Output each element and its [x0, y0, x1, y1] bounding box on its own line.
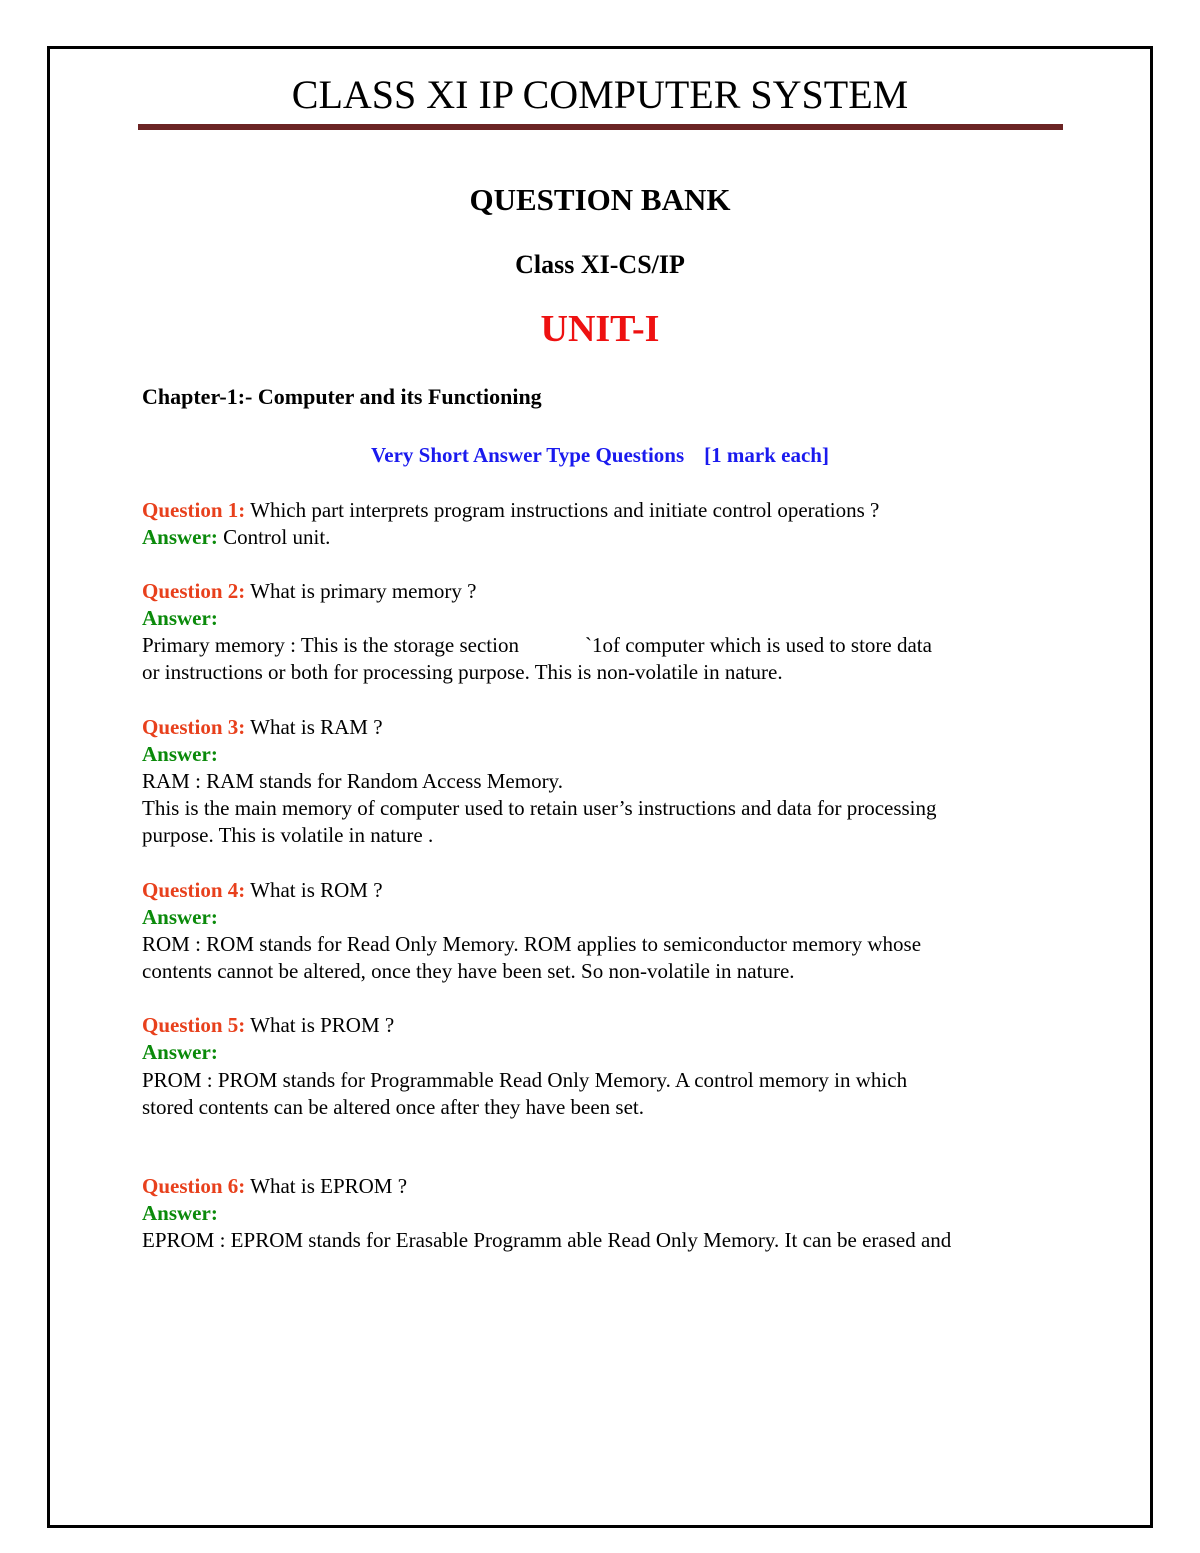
section-heading: [0, 441, 1200, 469]
question-text: What is primary memory ?: [245, 579, 477, 603]
answer-label-line: [142, 904, 218, 931]
answer-text: `1of computer which is used to store data: [584, 633, 932, 657]
answer-label: Answer:: [142, 1040, 218, 1064]
section-type: Very Short Answer Type Questions: [371, 443, 685, 467]
answer-line: contents cannot be altered, once they have been set. So non-volatile in nature.: [142, 959, 795, 983]
question-label: Question 5:: [142, 1013, 246, 1037]
answer-line: [142, 632, 932, 659]
class-heading: Class XI-CS/IP: [515, 250, 685, 279]
question-4: [142, 877, 383, 904]
question-label: Question 6:: [142, 1174, 246, 1198]
question-label: Question 2:: [142, 579, 246, 603]
title-underline: [138, 124, 1063, 130]
question-text: What is PROM ?: [245, 1013, 395, 1037]
answer-line: EPROM : EPROM stands for Erasable Programm able Read Only Memory. It can be erased and: [142, 1228, 952, 1252]
answer-line: stored contents can be altered once after they have been set.: [142, 1095, 645, 1119]
unit-heading: UNIT-I: [540, 308, 660, 350]
question-bank-heading: QUESTION BANK: [469, 182, 731, 217]
answer-label: Answer:: [142, 742, 218, 766]
answer-line: This is the main memory of computer used to retain user’s instructions and data for processing: [142, 796, 937, 820]
question-2: [142, 578, 476, 605]
answer-label: Answer:: [142, 905, 218, 929]
question-text: What is RAM ?: [245, 715, 383, 739]
answer-text: Control unit.: [217, 525, 331, 549]
answer-line: purpose. This is volatile in nature .: [142, 823, 434, 847]
answer-label: Answer:: [142, 606, 218, 630]
section-marks: [1 mark each]: [704, 443, 829, 467]
question-label: Question 4:: [142, 878, 246, 902]
answer-line: or instructions or both for processing purpose. This is non-volatile in nature.: [142, 660, 783, 684]
answer-label: Answer:: [142, 525, 218, 549]
answer-text: Primary memory : This is the storage section: [142, 633, 519, 657]
question-label: Question 3:: [142, 715, 246, 739]
chapter-heading: Chapter-1:- Computer and its Functioning: [142, 384, 542, 409]
question-text: What is ROM ?: [245, 878, 383, 902]
question-5: [142, 1012, 394, 1039]
answer-line: PROM : PROM stands for Programmable Read Only Memory. A control memory in which: [142, 1068, 908, 1092]
answer-label-line: [142, 605, 218, 632]
answer-1: [142, 524, 330, 551]
question-3: [142, 714, 383, 741]
question-text: What is EPROM ?: [245, 1174, 408, 1198]
answer-line: ROM : ROM stands for Read Only Memory. ROM applies to semiconductor memory whose: [142, 932, 922, 956]
answer-label-line: [142, 1200, 218, 1227]
question-text: Which part interprets program instructions and initiate control operations ?: [245, 498, 880, 522]
question-label: Question 1:: [142, 498, 246, 522]
answer-label-line: [142, 1039, 218, 1066]
answer-label-line: [142, 741, 218, 768]
answer-label: Answer:: [142, 1201, 218, 1225]
question-1: [142, 497, 879, 524]
document-title: CLASS XI IP COMPUTER SYSTEM: [291, 72, 909, 117]
question-6: [142, 1173, 407, 1200]
answer-line: RAM : RAM stands for Random Access Memory.: [142, 769, 563, 793]
